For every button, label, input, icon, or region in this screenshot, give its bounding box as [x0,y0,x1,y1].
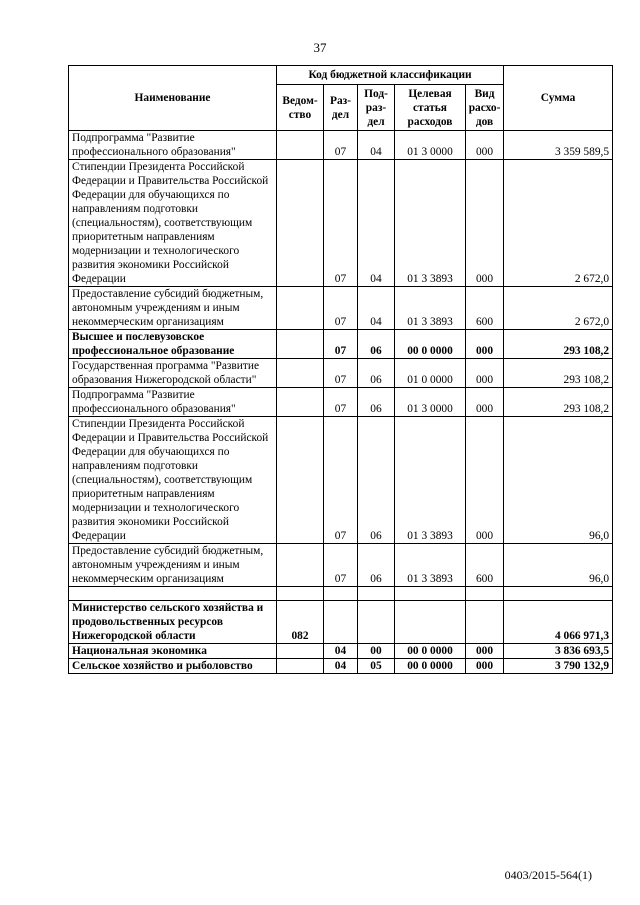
table-row [69,601,613,644]
cell-vid: 000 [466,330,504,359]
table-row [69,287,613,330]
table-row [69,544,613,587]
empty-cell [358,587,395,601]
cell-celevaya: 01 3 3893 [395,544,466,587]
cell-vid: 000 [466,388,504,417]
cell-vid: 600 [466,287,504,330]
header-razdel: Раз-дел [324,85,358,131]
cell-razdel: 07 [324,287,358,330]
cell-podrazdel [358,601,395,644]
cell-name: Стипендии Президента Российской Федерации и Правительства Российской Федерации для обучающихся по направлениям подготовки (специальностям), соответствующим приоритетным направлениям модернизации и технологического развития экономики Российской Федерации [69,417,277,544]
cell-vid: 000 [466,359,504,388]
table-row [69,644,613,659]
empty-cell [324,587,358,601]
table-row [69,359,613,388]
cell-name: Высшее и послевузовское профессиональное образование [69,330,277,359]
cell-podrazdel: 06 [358,544,395,587]
cell-razdel: 04 [324,659,358,674]
cell-vedomstvo [277,417,324,544]
cell-razdel: 07 [324,359,358,388]
cell-celevaya: 00 0 0000 [395,644,466,659]
cell-razdel: 04 [324,644,358,659]
cell-summa: 2 672,0 [504,160,613,287]
empty-cell [504,587,613,601]
cell-razdel: 07 [324,544,358,587]
table-row [69,659,613,674]
cell-vedomstvo [277,359,324,388]
cell-vid: 000 [466,417,504,544]
cell-celevaya: 01 3 0000 [395,131,466,160]
cell-podrazdel: 06 [358,388,395,417]
cell-podrazdel: 00 [358,644,395,659]
cell-razdel: 07 [324,417,358,544]
cell-celevaya: 01 3 3893 [395,287,466,330]
cell-vedomstvo: 082 [277,601,324,644]
cell-vid: 600 [466,544,504,587]
cell-summa: 3 836 693,5 [504,644,613,659]
table-row [69,131,613,160]
cell-razdel: 07 [324,131,358,160]
cell-celevaya: 00 0 0000 [395,330,466,359]
cell-summa: 2 672,0 [504,287,613,330]
cell-vedomstvo [277,287,324,330]
cell-podrazdel: 06 [358,359,395,388]
cell-name: Национальная экономика [69,644,277,659]
cell-podrazdel: 04 [358,160,395,287]
table-row [69,330,613,359]
cell-celevaya: 00 0 0000 [395,659,466,674]
cell-name: Предоставление субсидий бюджетным, автономным учреждениям и иным некоммерческим организациям [69,287,277,330]
table-row [69,388,613,417]
cell-summa: 4 066 971,3 [504,601,613,644]
cell-name: Подпрограмма "Развитие профессионального образования" [69,388,277,417]
budget-table [68,65,613,674]
cell-name: Министерство сельского хозяйства и продовольственных ресурсов Нижегородской области [69,601,277,644]
empty-cell [69,587,277,601]
cell-celevaya: 01 3 0000 [395,388,466,417]
cell-vedomstvo [277,131,324,160]
cell-podrazdel: 06 [358,330,395,359]
cell-celevaya: 01 3 3893 [395,160,466,287]
cell-vedomstvo [277,644,324,659]
cell-podrazdel: 06 [358,417,395,544]
cell-name: Государственная программа "Развитие образования Нижегородской области" [69,359,277,388]
cell-podrazdel: 04 [358,131,395,160]
empty-cell [466,587,504,601]
cell-name: Предоставление субсидий бюджетным, автономным учреждениям и иным некоммерческим организациям [69,544,277,587]
cell-vedomstvo [277,544,324,587]
document-code: 0403/2015-564(1) [504,868,592,882]
spacer-row [69,587,613,601]
header-row-1 [69,66,613,85]
cell-name: Подпрограмма "Развитие профессионального образования" [69,131,277,160]
cell-vid: 000 [466,644,504,659]
cell-vedomstvo [277,659,324,674]
page-number: 37 [313,40,327,55]
cell-vedomstvo [277,330,324,359]
cell-summa: 96,0 [504,417,613,544]
header-podrazdel: Под-раз-дел [358,85,395,131]
cell-summa: 3 790 132,9 [504,659,613,674]
cell-celevaya [395,601,466,644]
cell-podrazdel: 04 [358,287,395,330]
cell-razdel: 07 [324,388,358,417]
cell-celevaya: 01 0 0000 [395,359,466,388]
cell-summa: 293 108,2 [504,359,613,388]
table-body [69,131,613,674]
cell-name: Стипендии Президента Российской Федерации и Правительства Российской Федерации для обучающихся по направлениям подготовки (специальностям), соответствующим приоритетным направлениям модернизации и технологического развития экономики Российской Федерации [69,160,277,287]
cell-razdel: 07 [324,330,358,359]
header-summa: Сумма [504,66,613,131]
header-name: Наименование [69,66,277,131]
cell-razdel [324,601,358,644]
cell-vid: 000 [466,160,504,287]
cell-summa: 293 108,2 [504,388,613,417]
header-vedomstvo: Ведом-ство [277,85,324,131]
header-code-group: Код бюджетной классификации [277,66,504,85]
cell-vid [466,601,504,644]
empty-cell [277,587,324,601]
cell-name: Сельское хозяйство и рыболовство [69,659,277,674]
cell-vid: 000 [466,131,504,160]
table-row [69,417,613,544]
cell-celevaya: 01 3 3893 [395,417,466,544]
header-celevaya: Целевая статья расходов [395,85,466,131]
empty-cell [395,587,466,601]
cell-summa: 3 359 589,5 [504,131,613,160]
cell-vedomstvo [277,388,324,417]
cell-razdel: 07 [324,160,358,287]
cell-summa: 96,0 [504,544,613,587]
cell-vedomstvo [277,160,324,287]
cell-vid: 000 [466,659,504,674]
cell-summa: 293 108,2 [504,330,613,359]
header-vid: Вид расхо-дов [466,85,504,131]
cell-podrazdel: 05 [358,659,395,674]
table-row [69,160,613,287]
